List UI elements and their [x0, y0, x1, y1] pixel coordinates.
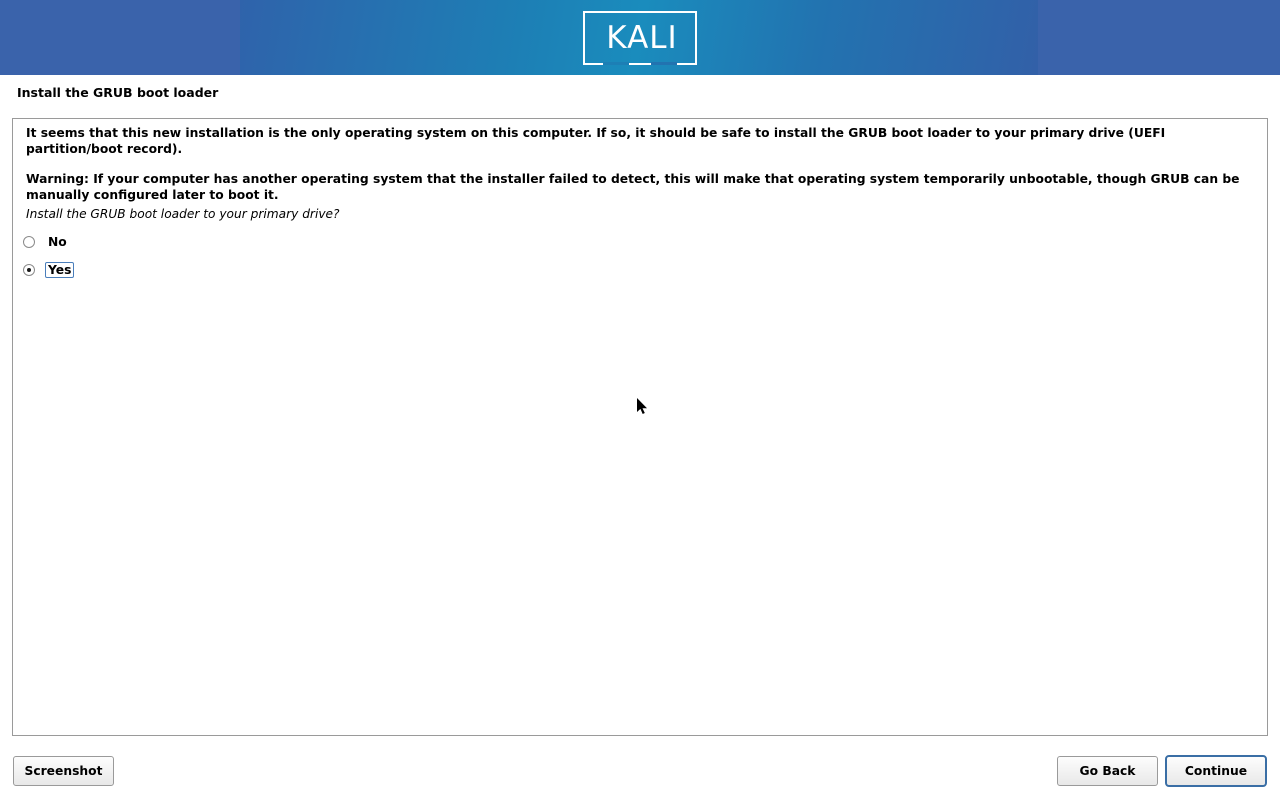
- info-paragraph: It seems that this new installation is the only operating system on this computer. If so, it should be safe to install the GRUB boot loader to your primary drive (UEFI partition/boot record).: [26, 126, 1166, 156]
- radio-yes-label[interactable]: Yes: [45, 262, 74, 278]
- radio-option-no[interactable]: [23, 232, 70, 252]
- logo-notch-right-icon: [651, 62, 677, 65]
- radio-no-label[interactable]: No: [48, 235, 67, 249]
- logo-notch-left-icon: [603, 62, 629, 65]
- radio-yes-icon[interactable]: [23, 264, 35, 276]
- screenshot-button[interactable]: Screenshot: [13, 756, 114, 786]
- kali-banner: [0, 0, 1280, 75]
- question-label: Install the GRUB boot loader to your primary drive?: [26, 207, 340, 221]
- go-back-button[interactable]: Go Back: [1057, 756, 1158, 786]
- kali-logo: [583, 11, 697, 65]
- radio-no-icon[interactable]: [23, 236, 35, 248]
- page-title: Install the GRUB boot loader: [17, 85, 219, 100]
- continue-button[interactable]: Continue: [1165, 755, 1267, 787]
- kali-logo-label: KALI: [606, 20, 678, 56]
- warning-paragraph: Warning: If your computer has another operating system that the installer failed to detect, this will make that operating system temporarily unbootable, though GRUB can be manually configured later to boot it.: [26, 172, 1240, 202]
- content-panel: [12, 118, 1268, 736]
- radio-option-yes[interactable]: [23, 260, 74, 280]
